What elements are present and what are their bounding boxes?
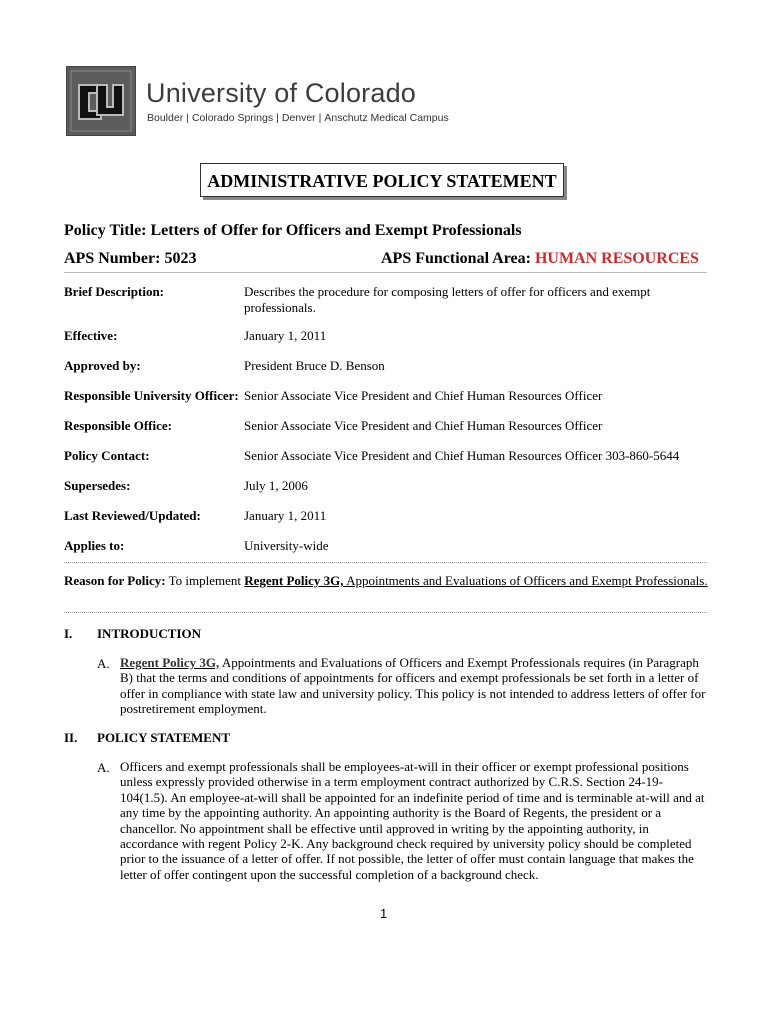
meta-label-policy-contact: Policy Contact: [64,448,150,463]
divider [64,612,707,613]
introduction-paragraph-text: Appointments and Evaluations of Officers and Exempt Professionals requires (in Paragraph B) that the terms and conditions of appointments for officers and exempt professionals be set forth in a letter of offer in compliance with state law and university policy. This policy is not intended to address letters of offer for postretirement employment. [120,655,706,717]
meta-value-approved-by: President Bruce D. Benson [244,358,385,373]
meta-value-responsible-office: Senior Associate Vice President and Chief Human Resources Officer [244,418,603,433]
meta-label-applies-to: Applies to: [64,538,125,553]
regent-policy-3g-link-bold[interactable]: Regent Policy 3G, [244,573,344,588]
document-title-box [200,163,564,197]
meta-label-approved-by: Approved by: [64,358,141,373]
policy-statement-paragraph-a: Officers and exempt professionals shall be employees-at-will in their officer or exempt professional positions unless expressly provided otherwise in a term employment contract authorized by C.R.S. Section 24-19-104(1.5). An employee-at-will shall be appointed for an indefinite period of time and is terminable at-will and at any time by the appointing authority. An appointing authority is the Board of Regents, the president or a chancellor. No appointment shall be effective until approved in writing by the appointing authority, in accordance with regent Policy 2-K. Any background check required by university policy should be completed prior to the issuance of a letter of offer. If not possible, the letter of offer must contain language that makes the letter of offer contingent upon the successful completion of a background check. [120,759,705,882]
section-heading-introduction: INTRODUCTION [97,626,202,641]
campus-separator: | [186,112,189,124]
meta-label-supersedes: Supersedes: [64,478,131,493]
meta-label-last-reviewed: Last Reviewed/Updated: [64,508,201,523]
paragraph-letter: A. [97,656,110,671]
document-title: ADMINISTRATIVE POLICY STATEMENT [207,171,557,191]
university-name: University of Colorado [146,78,417,108]
campus-boulder: Boulder [147,112,184,124]
campus-colorado-springs: Colorado Springs [191,112,274,124]
section-number: I. [64,626,73,641]
reason-text: To implement [165,573,245,588]
regent-policy-3g-link-rest[interactable]: Appointments and Evaluations of Officers and Exempt Professionals. [343,573,708,588]
campus-separator: | [276,112,279,124]
campus-anschutz: Anschutz Medical Campus [324,112,449,124]
aps-functional-area [381,250,699,268]
meta-value-responsible-officer: Senior Associate Vice President and Chief Human Resources Officer [244,388,603,403]
meta-value-last-reviewed: January 1, 2011 [244,508,327,523]
reason-for-policy [64,573,708,589]
campus-list [147,112,449,124]
aps-number: APS Number: 5023 [64,250,197,267]
meta-value-supersedes: July 1, 2006 [244,478,308,493]
divider [64,562,707,563]
regent-policy-3g-link-bold[interactable]: Regent Policy 3G, [120,655,220,670]
reason-label: Reason for Policy: [64,573,166,588]
cu-logo-icon [66,66,136,136]
meta-value-policy-contact: Senior Associate Vice President and Chief Human Resources Officer 303-860-5644 [244,448,680,463]
divider [64,272,707,273]
meta-label-responsible-office: Responsible Office: [64,418,172,433]
campus-separator: | [318,112,322,124]
page-number: 1 [380,906,388,921]
aps-functional-area-value: HUMAN RESOURCES [534,250,699,267]
introduction-paragraph-a [120,655,710,717]
meta-value-brief-description: Describes the procedure for composing letters of offer for officers and exempt professionals. [244,284,651,315]
paragraph-letter: A. [97,760,110,775]
meta-label-effective: Effective: [64,328,118,343]
meta-value-effective: January 1, 2011 [244,328,327,343]
regent-policy-3g-link[interactable] [120,655,219,670]
aps-functional-area-label: APS Functional Area: [381,250,535,267]
section-heading-policy-statement: POLICY STATEMENT [97,730,231,745]
campus-denver: Denver [281,112,316,124]
meta-label-brief-description: Brief Description: [64,284,165,299]
meta-value-applies-to: University-wide [244,538,329,553]
regent-policy-3g-link[interactable] [244,573,707,588]
meta-label-responsible-officer: Responsible University Officer: [64,388,239,403]
policy-title: Policy Title: Letters of Offer for Officers and Exempt Professionals [64,222,522,239]
section-number: II. [64,730,78,745]
